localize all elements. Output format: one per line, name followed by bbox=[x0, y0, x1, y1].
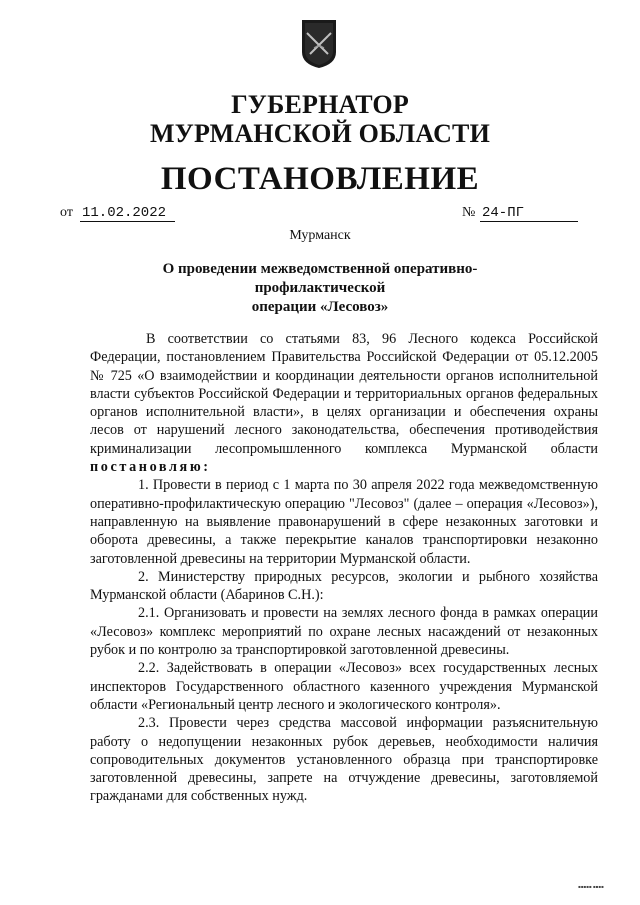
number-label: № bbox=[462, 205, 476, 220]
city-name: Мурманск bbox=[289, 228, 351, 243]
paragraph-2: 2. Министерству природных ресурсов, экологии и рыбного хозяйства Мурманской области (Абаринов С.Н.): bbox=[90, 568, 598, 604]
subject-line1: О проведении межведомственной оперативно-профилактической bbox=[162, 261, 478, 296]
date-label: от bbox=[60, 205, 73, 220]
date-value: 11.02.2022 bbox=[80, 204, 175, 222]
print-code-mark: ▪▪▪▪▪ ▪▪▪▪ bbox=[578, 884, 604, 889]
paragraph-2-2: 2.2. Задействовать в операции «Лесовоз» всех государственных лесных инспекторов Государственного областного казенного учреждения Мурманской области «Региональный центр лесного и экологического контроля». bbox=[90, 660, 598, 713]
intro-paragraph bbox=[90, 330, 598, 476]
governor-title-line2: МУРМАНСКОЙ ОБЛАСТИ bbox=[149, 119, 491, 148]
document-subject bbox=[100, 260, 540, 317]
number-value: 24-ПГ bbox=[480, 204, 578, 222]
governor-title-line1: ГУБЕРНАТОР bbox=[231, 90, 409, 119]
paragraph-1: 1. Провести в период с 1 марта по 30 апреля 2022 года межведомственную оперативно-профилактическую операцию "Лесовоз" (далее – операция «Лесовоз»), направленную на выявление правонарушений в сфере незаконных заготовки и оборота древесины, а также перекрытие каналов транспортировки незаконно заготовленной древесины на территории Мурманской области. bbox=[90, 477, 598, 567]
subject-line2: операции «Лесовоз» bbox=[251, 299, 389, 315]
intro-text: В соответствии со статьями 83, 96 Лесного кодекса Российской Федерации, постановлением Правительства Российской Федерации от 05.12.2005 № 725 «О взаимодействии и координации деятельности органов исполнительной власти субъектов Российской Федерации и территориальных органов федеральных органов исполнительной власти», в целях организации и обеспечения охраны лесов от нарушений лесного законодательства, обеспечения противодействия криминализации лесопромышленного комплекса Мурманской области bbox=[90, 331, 598, 457]
coat-of-arms-icon bbox=[300, 18, 338, 70]
paragraph-2-1: 2.1. Организовать и провести на землях лесного фонда в рамках операции «Лесовоз» комплекс мероприятий по охране лесных насаждений от незаконных рубок и по контролю за транспортировкой заготовленной древесины. bbox=[90, 605, 598, 659]
paragraph-2-3: 2.3. Провести через средства массовой информации разъяснительную работу о недопущении незаконных рубок деревьев, необходимости наличия сопроводительных документов установленного образца при транспортировке заготовленной древесины, запрете на отчуждение древесины, заготовляемой гражданами для собственных нужд. bbox=[90, 715, 598, 805]
document-type-title: ПОСТАНОВЛЕНИЕ bbox=[160, 161, 480, 197]
document-body bbox=[90, 330, 598, 806]
governor-title bbox=[0, 90, 640, 148]
date-number-row bbox=[60, 204, 580, 224]
decree-word: постановляю: bbox=[90, 459, 211, 476]
